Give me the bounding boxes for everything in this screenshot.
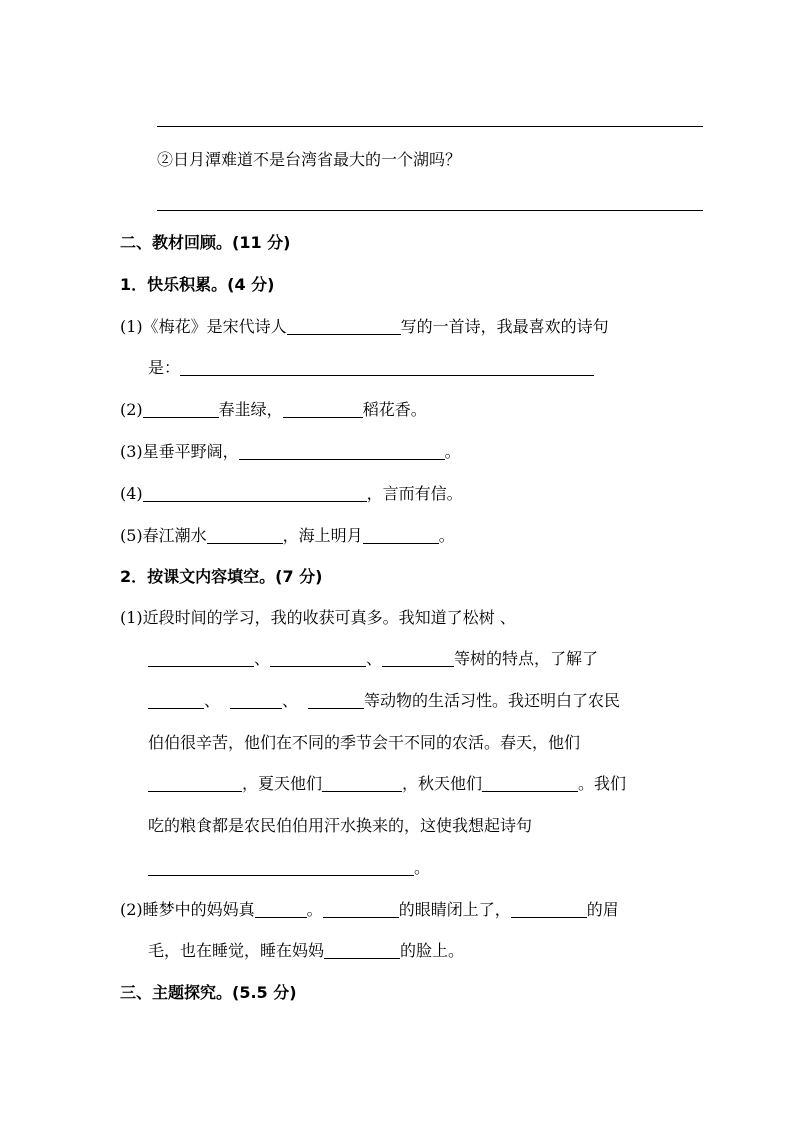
blank-3[interactable] bbox=[239, 443, 445, 460]
q2-item-2-line1 bbox=[120, 899, 619, 921]
q1-item-2 bbox=[120, 399, 427, 421]
q1-item-5-mid: ，海上明月 bbox=[282, 526, 363, 545]
blank-summer[interactable] bbox=[322, 775, 402, 792]
blank-5b[interactable] bbox=[363, 527, 439, 544]
q2-item-2-line2 bbox=[148, 940, 464, 962]
q2-item-1-line5 bbox=[148, 773, 626, 795]
q1-item-1-suffix: 写的一首诗，我最喜欢的诗句 bbox=[400, 317, 609, 336]
sep-tree-2: 、 bbox=[366, 649, 383, 668]
blank-2a[interactable] bbox=[143, 401, 219, 418]
blank-favorite-line[interactable] bbox=[180, 359, 594, 376]
q2-title: 2．按课文内容填空。(7 分) bbox=[120, 567, 323, 586]
q1-item-3-prefix: (3)星垂平野阔， bbox=[120, 442, 239, 461]
q1-item-5 bbox=[120, 525, 455, 547]
blank-5a[interactable] bbox=[207, 527, 283, 544]
q1-item-2-mid: 春韭绿， bbox=[218, 400, 283, 419]
q1-title: 1．快乐积累。(4 分) bbox=[120, 275, 275, 294]
blank-2b[interactable] bbox=[283, 401, 363, 418]
autumn-label: ，秋天他们 bbox=[402, 774, 483, 793]
answer-line-2[interactable] bbox=[157, 210, 703, 211]
question-item-2: ②日月潭难道不是台湾省最大的一个湖吗？ bbox=[157, 150, 462, 169]
q1-item-1 bbox=[120, 316, 609, 338]
blank-animal-2[interactable] bbox=[230, 692, 282, 709]
q2-item-1-line3 bbox=[148, 690, 620, 712]
q1-item-3-suffix: 。 bbox=[444, 442, 461, 461]
blank-mom-4[interactable] bbox=[324, 942, 400, 959]
blank-tree-1[interactable] bbox=[148, 650, 254, 667]
blank-mom-1[interactable] bbox=[255, 901, 307, 918]
summer-label: ，夏天他们 bbox=[242, 774, 323, 793]
q1-item-1-line2 bbox=[148, 357, 594, 379]
sep-animal-2: 、 bbox=[282, 691, 299, 710]
q1-item-4-prefix: (4) bbox=[120, 484, 143, 503]
answer-line-1[interactable] bbox=[157, 126, 703, 127]
blank-poet[interactable] bbox=[287, 318, 401, 335]
q1-item-2-prefix: (2) bbox=[120, 400, 143, 419]
q2-item-1-line2 bbox=[148, 648, 598, 670]
q2-item-2-line2-prefix: 毛，也在睡觉，睡在妈妈 bbox=[148, 941, 325, 960]
q2-item-2-suffix: 的眉 bbox=[586, 900, 619, 919]
q2-item-2-line2-suffix: 的脸上。 bbox=[400, 941, 465, 960]
blank-animal-1[interactable] bbox=[148, 692, 204, 709]
q2-item-2-mid2: 的眼睛闭上了， bbox=[398, 900, 511, 919]
q1-item-2-suffix: 稻花香。 bbox=[362, 400, 427, 419]
q1-item-1-prefix: (1)《梅花》是宋代诗人 bbox=[120, 317, 287, 336]
sep-tree-1: 、 bbox=[254, 649, 271, 668]
section-3-title: 三、主题探究。(5.5 分) bbox=[120, 983, 297, 1002]
sep-animal-1: 、 bbox=[204, 691, 221, 710]
q1-item-3 bbox=[120, 441, 461, 463]
blank-poem-line[interactable] bbox=[148, 859, 414, 876]
q2-item-1-line7 bbox=[148, 857, 430, 879]
q2-item-2-mid1: 。 bbox=[306, 900, 323, 919]
blank-autumn[interactable] bbox=[482, 775, 578, 792]
blank-tree-3[interactable] bbox=[382, 650, 454, 667]
q1-item-5-suffix: 。 bbox=[438, 526, 455, 545]
animals-suffix: 等动物的生活习性。我还明白了农民 bbox=[364, 691, 621, 710]
blank-tree-2[interactable] bbox=[270, 650, 366, 667]
section-2-title: 二、教材回顾。(11 分) bbox=[120, 233, 291, 252]
blank-mom-3[interactable] bbox=[511, 901, 587, 918]
q2-item-1-line1: (1)近段时间的学习，我的收获可真多。我知道了松树 、 bbox=[120, 608, 516, 627]
q1-item-4 bbox=[120, 483, 463, 505]
q1-item-1-line2-prefix: 是： bbox=[148, 358, 181, 377]
q2-item-1-line4: 伯伯很辛苦，他们在不同的季节会干不同的农活。春天，他们 bbox=[148, 733, 581, 752]
blank-spring[interactable] bbox=[148, 775, 242, 792]
line5-suffix: 。我们 bbox=[578, 774, 627, 793]
trees-suffix: 等树的特点，了解了 bbox=[454, 649, 599, 668]
blank-mom-2[interactable] bbox=[323, 901, 399, 918]
blank-animal-3[interactable] bbox=[308, 692, 364, 709]
line7-suffix: 。 bbox=[414, 858, 431, 877]
q1-item-5-prefix: (5)春江潮水 bbox=[120, 526, 207, 545]
blank-4[interactable] bbox=[143, 485, 367, 502]
q1-item-4-suffix: ，言而有信。 bbox=[366, 484, 463, 503]
q2-item-1-line6: 吃的粮食都是农民伯伯用汗水换来的，这使我想起诗句 bbox=[148, 816, 533, 835]
q2-item-2-prefix: (2)睡梦中的妈妈真 bbox=[120, 900, 255, 919]
